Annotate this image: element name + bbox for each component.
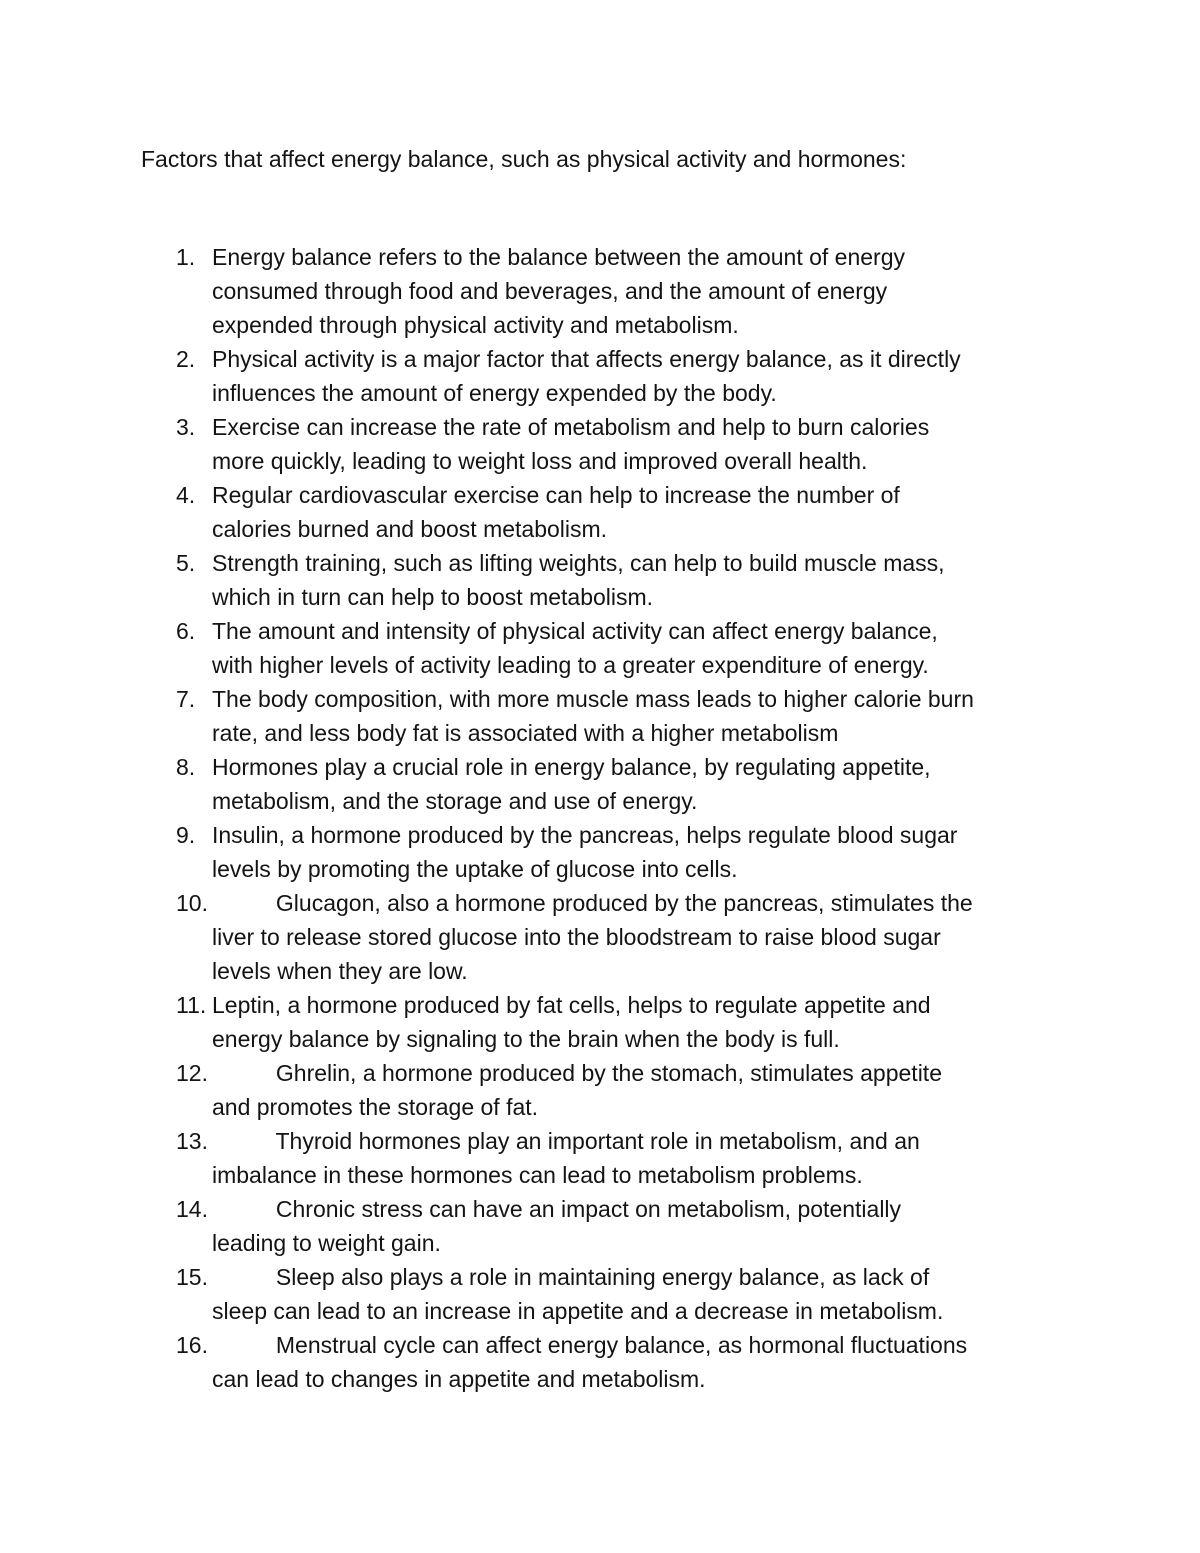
- list-item-text: [212, 1260, 1076, 1328]
- list-item-line: Thyroid hormones play an important role in metabolism, and an: [212, 1128, 920, 1154]
- list-item-line: influences the amount of energy expended by the body.: [212, 380, 777, 406]
- list-item-line: metabolism, and the storage and use of energy.: [212, 788, 698, 814]
- list-item: [176, 988, 1076, 1056]
- list-item: [176, 478, 1076, 546]
- list-item-line: Hormones play a crucial role in energy balance, by regulating appetite,: [212, 754, 931, 780]
- list-item-text: [212, 818, 1076, 886]
- list-item-line: Energy balance refers to the balance between the amount of energy: [212, 244, 906, 270]
- list-item-line: Physical activity is a major factor that affects energy balance, as it directly: [212, 346, 961, 372]
- list-item-line: Strength training, such as lifting weights, can help to build muscle mass,: [212, 550, 945, 576]
- list-item: [176, 410, 1076, 478]
- list-item-line: more quickly, leading to weight loss and improved overall health.: [212, 448, 868, 474]
- list-item-line: energy balance by signaling to the brain when the body is full.: [212, 1026, 840, 1052]
- list-item-text: [212, 886, 1076, 988]
- list-item: [176, 546, 1076, 614]
- list-item-line: sleep can lead to an increase in appetite and a decrease in metabolism.: [212, 1298, 944, 1324]
- list-item: [176, 1192, 1076, 1260]
- list-item-line: imbalance in these hormones can lead to metabolism problems.: [212, 1162, 863, 1188]
- list-item-line: leading to weight gain.: [212, 1230, 441, 1256]
- list-item-line: calories burned and boost metabolism.: [212, 516, 608, 542]
- list-item-number: 8.: [176, 754, 196, 780]
- list-item-line: expended through physical activity and metabolism.: [212, 312, 739, 338]
- list-item: [176, 1124, 1076, 1192]
- list-item-number: 3.: [176, 414, 196, 440]
- list-item-line: Regular cardiovascular exercise can help to increase the number of: [212, 482, 900, 508]
- list-item-text: [212, 1056, 1076, 1124]
- list-item-text: [212, 1328, 1076, 1396]
- list-item-line: which in turn can help to boost metabolism.: [212, 584, 654, 610]
- list-item-line: The body composition, with more muscle mass leads to higher calorie burn: [212, 686, 974, 712]
- list-item-text: [212, 750, 1076, 818]
- list-item-number: 10.: [176, 890, 208, 916]
- list-item-text: [212, 342, 1076, 410]
- list-item-line: Menstrual cycle can affect energy balance, as hormonal fluctuations: [212, 1332, 968, 1358]
- list-item-line: Sleep also plays a role in maintaining energy balance, as lack of: [212, 1264, 930, 1290]
- list-item-number: 6.: [176, 618, 196, 644]
- list-item-number: 14.: [176, 1196, 208, 1222]
- list-item-text: [212, 614, 1076, 682]
- list-item-line: levels when they are low.: [212, 958, 468, 984]
- list-item-text: [212, 988, 1076, 1056]
- list-item: [176, 240, 1076, 342]
- list-item-line: Chronic stress can have an impact on metabolism, potentially: [212, 1196, 902, 1222]
- factor-list: [176, 240, 1076, 1396]
- list-item-line: The amount and intensity of physical activity can affect energy balance,: [212, 618, 938, 644]
- list-item-number: 5.: [176, 550, 196, 576]
- list-item-text: [212, 1192, 1076, 1260]
- list-item-line: liver to release stored glucose into the bloodstream to raise blood sugar: [212, 924, 941, 950]
- list-item-line: rate, and less body fat is associated with a higher metabolism: [212, 720, 839, 746]
- list-item: [176, 1328, 1076, 1396]
- list-item-line: Exercise can increase the rate of metabolism and help to burn calories: [212, 414, 930, 440]
- list-item: [176, 342, 1076, 410]
- list-item-number: 7.: [176, 686, 196, 712]
- document-title: Factors that affect energy balance, such as physical activity and hormones:: [141, 146, 907, 172]
- list-item: [176, 750, 1076, 818]
- list-item-number: 16.: [176, 1332, 208, 1358]
- list-item-text: [212, 1124, 1076, 1192]
- list-item-number: 12.: [176, 1060, 208, 1086]
- list-item-line: with higher levels of activity leading to a greater expenditure of energy.: [212, 652, 929, 678]
- list-item-line: consumed through food and beverages, and the amount of energy: [212, 278, 888, 304]
- list-item-text: [212, 546, 1076, 614]
- list-item-number: 15.: [176, 1264, 208, 1290]
- list-item-number: 4.: [176, 482, 196, 508]
- list-item: [176, 1260, 1076, 1328]
- list-item-line: Leptin, a hormone produced by fat cells, helps to regulate appetite and: [212, 992, 931, 1018]
- list-item: [176, 682, 1076, 750]
- list-item-line: can lead to changes in appetite and metabolism.: [212, 1366, 706, 1392]
- list-item-line: levels by promoting the uptake of glucose into cells.: [212, 856, 738, 882]
- list-item-number: 13.: [176, 1128, 208, 1154]
- list-item: [176, 886, 1076, 988]
- list-item-number: 9.: [176, 822, 196, 848]
- list-item: [176, 1056, 1076, 1124]
- list-item-text: [212, 410, 1076, 478]
- list-item-line: Ghrelin, a hormone produced by the stomach, stimulates appetite: [212, 1060, 942, 1086]
- list-item-line: and promotes the storage of fat.: [212, 1094, 539, 1120]
- list-item-line: Glucagon, also a hormone produced by the pancreas, stimulates the: [212, 890, 973, 916]
- list-item-text: [212, 682, 1076, 750]
- list-item-number: 11.: [176, 992, 207, 1018]
- list-item-number: 2.: [176, 346, 196, 372]
- list-item: [176, 818, 1076, 886]
- list-item-number: 1.: [176, 244, 196, 270]
- list-item-text: [212, 240, 1076, 342]
- list-item: [176, 614, 1076, 682]
- list-item-text: [212, 478, 1076, 546]
- list-item-line: Insulin, a hormone produced by the pancreas, helps regulate blood sugar: [212, 822, 958, 848]
